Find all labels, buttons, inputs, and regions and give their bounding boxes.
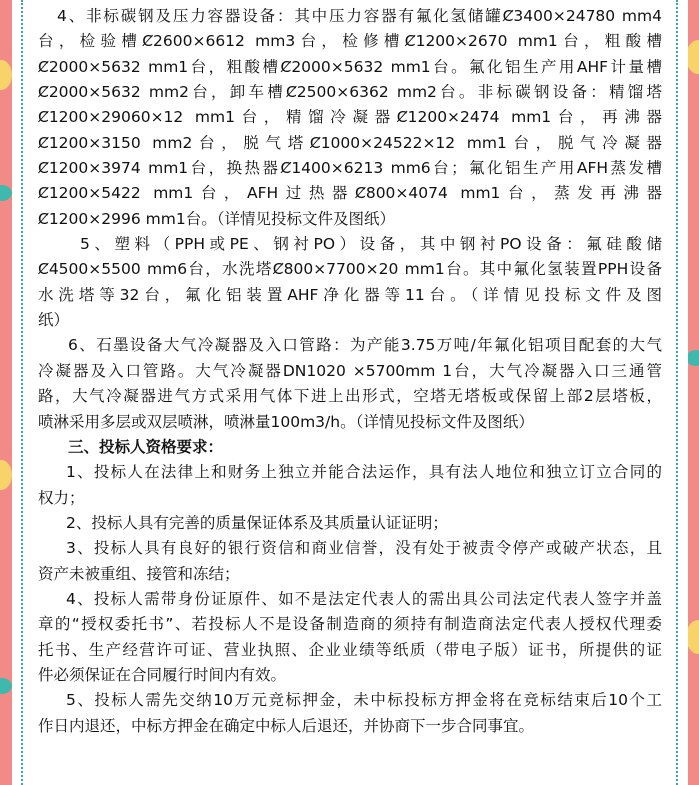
paragraph	[38, 460, 662, 511]
text-line: Ȼ4500×5500 mm6台，水洗塔Ȼ800×7700×20 mm1台。其中氟化氢装置PPH设备	[38, 260, 662, 279]
text-line: Ȼ1200×5422 mm1台，AFH过热器Ȼ800×4074 mm1台，蒸发再沸器	[38, 184, 662, 203]
text-line: 4、非标碳钢及压力容器设备：其中压力容器有氟化氢储罐Ȼ3400×24780 mm4	[57, 7, 662, 25]
text-line: 水洗塔等32台，氟化铝装置AHF净化器等11台。（详情见投标文件及图	[38, 285, 662, 304]
text-line: 喷淋采用多层或双层喷淋，喷淋量100m3/h。（详情见投标文件及图纸）	[38, 412, 534, 431]
document-body	[38, 4, 662, 739]
text-line: 路，大气冷凝器进气方式采用气体下进上出形式，空塔无塔板或保留上部2层塔板，	[38, 387, 662, 406]
paragraph	[38, 333, 662, 434]
text-line: 5、塑料（PPH或PE、钢衬PO）设备，其中钢衬PO设备：氟硅酸储	[80, 235, 662, 254]
text-line: 台，检验槽Ȼ2600×6612 mm3台，检修槽Ȼ1200×2670 mm1台，粗酸槽	[38, 32, 662, 51]
border-decoration	[0, 460, 12, 490]
text-line: 3、投标人具有良好的银行资信和商业信誉，没有处于被责令停产或破产状态，且	[66, 539, 662, 558]
text-line: 4、投标人需带身份证原件、如不是法定代表人的需出具公司法定代表人签字并盖	[66, 589, 662, 608]
paragraph	[38, 536, 662, 587]
border-decoration	[0, 678, 12, 694]
border-decoration	[0, 185, 12, 201]
text-line: Ȼ1200×3974 mm1台，换热器Ȼ1400×6213 mm6台；氟化铝生产用AFH蒸发槽	[38, 159, 662, 178]
paragraph	[38, 232, 662, 333]
text-line: 权力；	[38, 488, 85, 507]
text-line: 冷凝器及入口管路。大气冷凝器DN1020 ×5700mm 1台，大气冷凝器入口三通管	[38, 361, 662, 380]
text-line: 6、石墨设备大气冷凝器及入口管路：为产能3.75万吨/年氟化铝项目配套的大气	[68, 336, 662, 355]
text-line: 托书、生产经营许可证、营业执照、企业业绩等纸质（带电子版）证书，所提供的证	[38, 640, 662, 659]
text-line: 1、投标人在法律上和财务上独立并能合法运作，具有法人地位和独立订立合同的	[66, 463, 662, 482]
text-line: 2、投标人具有完善的质量保证体系及其质量认证证明；	[66, 513, 448, 532]
paragraph	[38, 587, 662, 688]
text-line: Ȼ1200×2996 mm1台。（详情见投标文件及图纸）	[38, 209, 395, 228]
text-line: 作日内退还，中标方押金在确定中标人后退还，并协商下一步合同事宜。	[38, 716, 535, 735]
text-line: 三、投标人资格要求：	[68, 437, 224, 456]
border-decoration	[0, 60, 12, 90]
text-line: Ȼ1200×3150 mm2台，脱气塔Ȼ1000×24522×12 mm1台，脱气冷凝器	[38, 133, 662, 152]
dotted-border-left	[21, 0, 23, 785]
paragraph	[38, 4, 662, 232]
text-line: Ȼ1200×29060×12 mm1台，精馏冷凝器Ȼ1200×2474 mm1台，再沸器	[38, 108, 662, 127]
section-heading	[38, 435, 662, 460]
text-line: 纸）	[38, 311, 70, 330]
paragraph	[38, 688, 662, 739]
text-line: 资产未被重组、接管和冻结；	[38, 564, 240, 583]
text-line: Ȼ2000×5632 mm2台，卸车槽Ȼ2500×6362 mm2台。非标碳钢设备：精馏塔	[38, 83, 662, 102]
text-line: 件必须保证在合同履行时间内有效。	[38, 665, 287, 684]
dotted-border-right	[676, 0, 678, 785]
paragraph	[38, 511, 662, 536]
text-line: Ȼ2000×5632 mm1台，粗酸槽Ȼ2000×5632 mm1台。氟化铝生产用AHF计量槽	[38, 57, 662, 76]
text-line: 5、投标人需先交纳10万元竞标押金，未中标投标方押金将在竞标结束后10个工	[66, 691, 662, 710]
text-line: 章的“授权委托书”、若投标人不是设备制造商的须持有制造商法定代表人授权代理委	[38, 615, 662, 634]
